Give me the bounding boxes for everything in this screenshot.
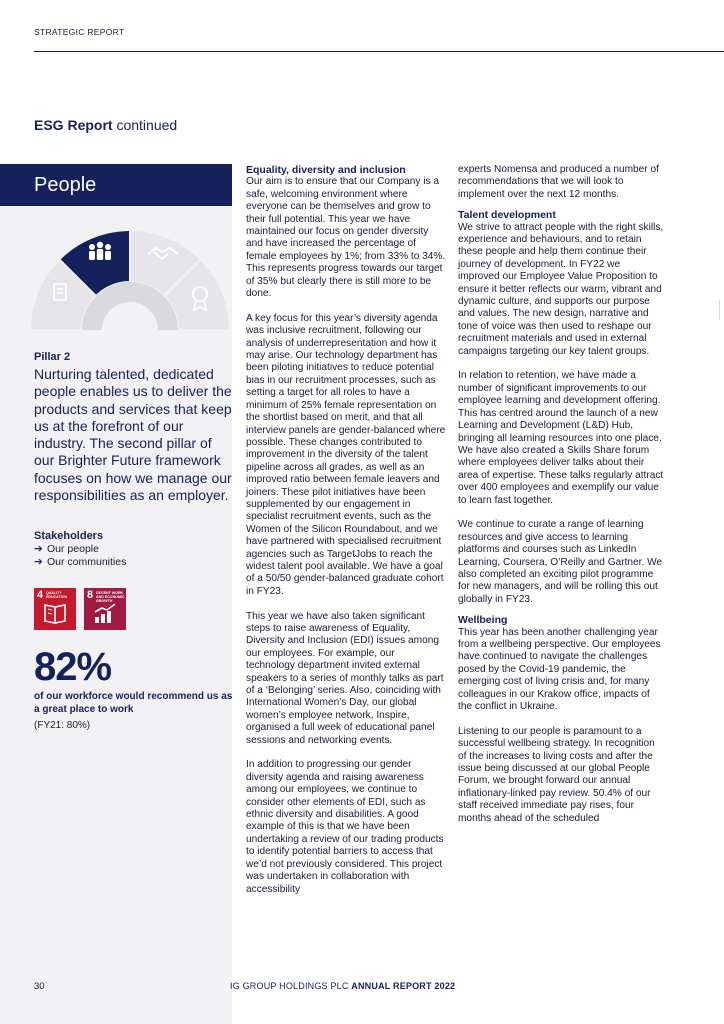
sdg-8-decent-work-badge [84,588,126,630]
pillar-description: Nurturing talented, dedicated people enables us to deliver the products and services that keep us at the forefront of our industry. The second pillar of our Brighter Future framework focuses on how we manage our responsibilities as an employer. [34,366,232,504]
body-column-1 [246,164,446,896]
sdg-label: QUALITY EDUCATION [46,591,68,599]
section-title-continued: continued [116,117,178,133]
wellbeing-paragraph-1: This year has been another challenging year from a wellbeing perspective. Our employees have continued to navigate the challenges posed by the Covid-19 pandemic, the emerging cost of living crisis and, for many colleagues in our Krakow office, impacts of the conflict in Ukraine. [458,626,661,713]
banner-title: People [34,174,97,196]
talent-paragraph-3: We continue to curate a range of learning resources and give access to learning platforms and courses such as LinkedIn Learning, Coursera, O’Reilly and Gartner. We also completed an exciting pilot programme for new managers, and will be rolling this out globally in FY23. [458,519,663,605]
edi-paragraph-1: Our aim is to ensure that our Company is a safe, welcoming environment where everyone can be themselves and grow to their full potential. This year we have maintained our focus on gender diversity and have increased the percentage of female employees by 1%; from 33% to 34%. This represents progress towards our target of 35% but clearly there is still more to be done. [246,176,446,300]
stakeholders-title: Stakeholders [34,530,104,542]
edi-paragraph-4: In addition to progressing our gender diversity agenda and raising awareness among our employees, we continue to consider other elements of EDI, such as ethnic diversity and disabilities. A good example of this is that we have been undertaking a review of our trading products to identify potential barriers to access that we’d not previously considered. This project was undertaken in collaboration with accessibility [246,759,444,895]
wellbeing-paragraph-2: Listening to our people is paramount to a successful wellbeing strategy. In recognition of the increases to living costs and after the issue being discussed at our global People Forum, we brought forward our annual inflationary-linked pay review. 50.4% of our staff received immediate pay rises, four months ahead of the scheduled [458,725,655,824]
stakeholder-label: Our people [47,543,99,555]
stakeholder-label: Our communities [47,556,127,569]
top-rule [34,51,724,52]
edi-paragraph-3: This year we have also taken significant steps to raise awareness of Equality, Diversity and Inclusion (EDI) issues among our employees. For example, our technology department invited external speakers to a series of monthly talks as part of a ‘Belonging’ series. Also, coinciding with International Women’s Day, our global women’s employee network, Inspire, organised a full week of educational panel sessions and networking events. [246,610,444,746]
arrow-right-icon: ➔ [34,543,43,555]
footer-company: IG GROUP HOLDINGS PLC [230,981,349,991]
talent-heading: Talent development [458,209,556,222]
section-title-main: ESG Report [34,117,113,133]
stakeholders-list [34,543,126,570]
footer-report: ANNUAL REPORT 2022 [351,981,456,991]
page-edge [719,300,724,320]
sdg-number: 4 [37,589,44,601]
sdg-4-quality-education-badge [34,588,76,630]
talent-paragraph-1: We strive to attract people with the right skills, experience and behaviours, and to retain these people and help them continue their journey of development. In FY22 we improved our Employee Value Proposition to ensure it better reflects our warm, vibrant and dynamic culture, and supports our purpose and values. The new design, narrative and tone of voice was then used to reshape our recruitment materials and used in external campaigns targeting our key talent groups. [458,221,664,357]
running-head: STRATEGIC REPORT [34,27,125,37]
pillar-label: Pillar 2 [34,351,71,363]
stat-caption: of our workforce would recommend us as a great place to work [34,691,233,716]
brighter-future-fan-graphic [30,214,230,332]
edi-heading: Equality, diversity and inclusion [246,164,406,176]
stat-value: 82% [34,645,112,689]
talent-paragraph-2: In relation to retention, we have made a number of significant improvements to our employee learning and development offering. This has centred around the launch of a new Learning and Development (L&D) Hub, bringing all learning resources into one place. We have also created a Skills Share forum where employees deliver talks about their area of expertise. These talks regularly attract over 400 employees and exemplify our value to learn fast together. [458,370,664,506]
page-number: 30 [34,981,45,992]
sdg-number: 8 [87,589,94,601]
book-icon [42,603,68,625]
sdg-label: DECENT WORK AND ECONOMIC GROWTH [96,591,125,603]
wellbeing-heading: Wellbeing [458,614,508,627]
edi-paragraph-2: A key focus for this year’s diversity agenda was inclusive recruitment, following our analysis of underrepresentation and how it may arise. Our technology department has been piloting initiatives to reduce potential bias in our recruitment processes, such as setting a target for all roles to have a minimum of 25% female representation on the shortlist based on merit, and that all interview panels are gender-balanced where possible. These changes contributed to improvement in the diversity of the talent pipeline across all grades, as well as an improved ratio between female leavers and joiners. These pilot initiatives have been supplemented by our engagement in specialist recruitment events, such as the Women of the Silicon Roundabout, and we have partnered with specialised recruitment agencies such as TargetJobs to reach the widest talent pool available. We have a goal of a 50/50 gender-balanced graduate cohort in FY23. [246,312,446,597]
people-banner [0,164,232,206]
section-title [34,117,177,133]
arrow-right-icon: ➔ [34,556,43,569]
growth-chart-icon [92,603,118,625]
body-column-2 [458,164,664,825]
edi-paragraph-4-continued: experts Nomensa and produced a number of recommendations that we will look to implement over the next 12 months. [458,164,659,200]
list-item [34,543,126,556]
stat-prior-year: (FY21: 80%) [34,720,91,731]
footer [230,981,455,991]
list-item [34,556,126,569]
